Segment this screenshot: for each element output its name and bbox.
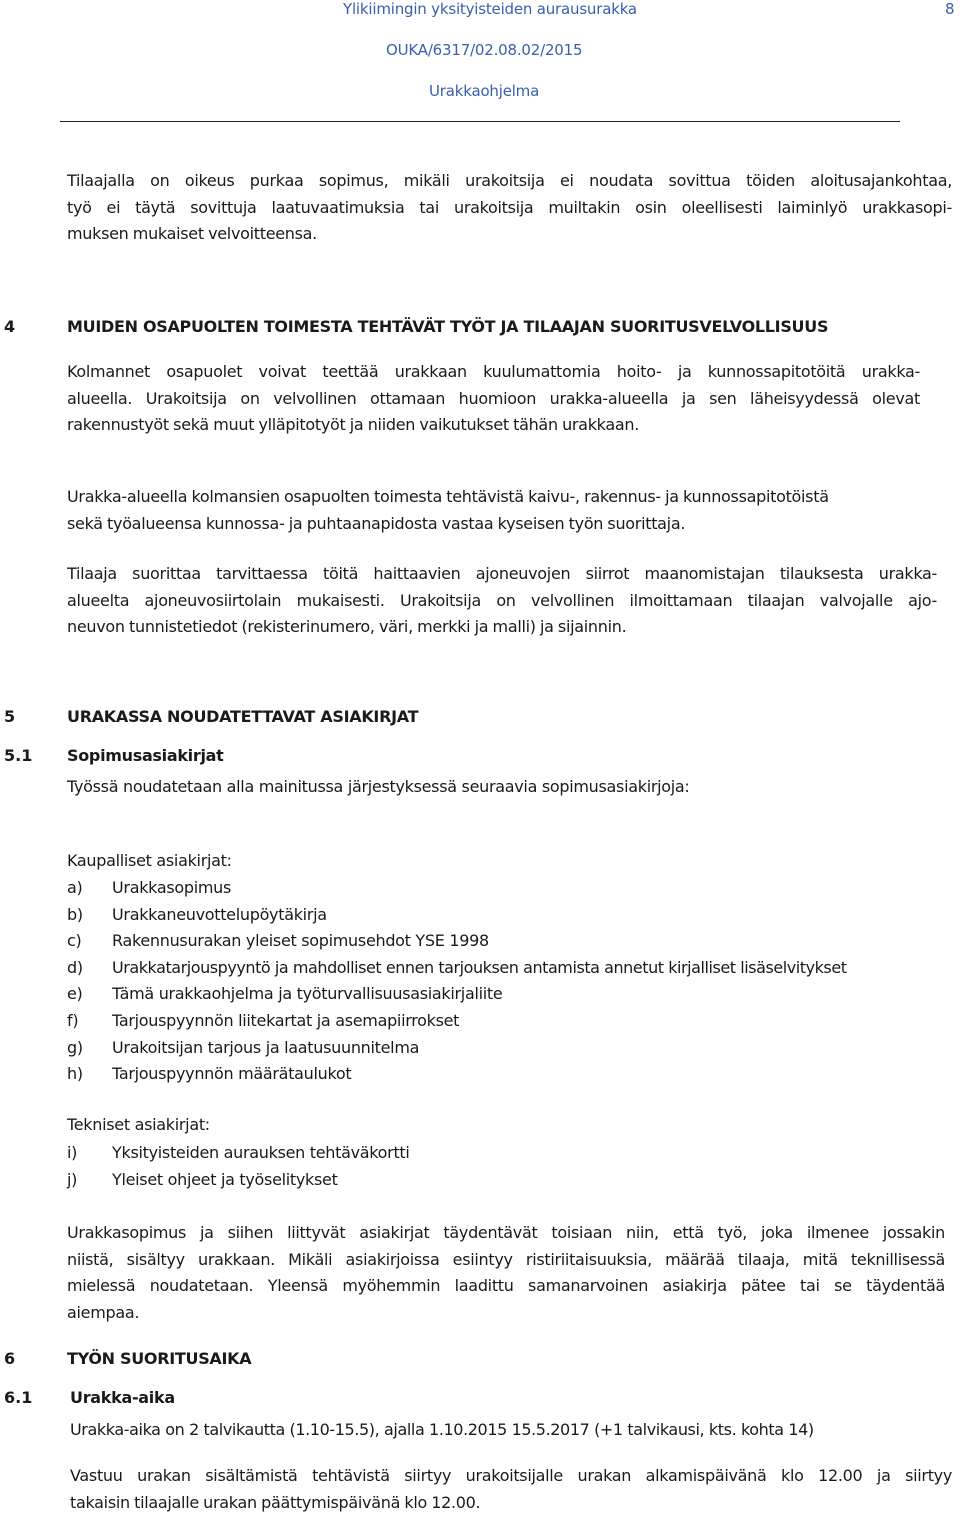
paragraph-line: takaisin tilaajalle urakan päättymispäivänä klo 12.00. <box>70 1492 481 1512</box>
header-document-name: Urakkaohjelma <box>429 82 540 100</box>
list-item-text: Tarjouspyynnön liitekartat ja asemapiirrokset <box>112 1010 460 1030</box>
section-6-1-title: Urakka-aika <box>70 1388 175 1407</box>
paragraph-line: Kolmannet osapuolet voivat teettää urakkaan kuulumattomia hoito- ja kunnossapitotöitä urakka- <box>67 362 920 381</box>
list-item <box>67 981 847 1008</box>
paragraph-line: rakennustyöt sekä muut ylläpitotyöt ja niiden vaikutukset tähän urakkaan. <box>67 415 639 435</box>
list-item-text: Urakkaneuvottelupöytäkirja <box>112 904 327 924</box>
paragraph-line: sekä työalueensa kunnossa- ja puhtaanapidosta vastaa kyseisen työn suorittaja. <box>67 513 686 533</box>
list-marker: j) <box>67 1169 78 1189</box>
paragraph-line: Urakkasopimus ja siihen liittyvät asiakirjat täydentävät toisiaan niin, että työ, joka ilmenee jossakin <box>67 1223 945 1242</box>
section-4-paragraph-2 <box>67 484 937 537</box>
list-item-text: Urakkatarjouspyyntö ja mahdolliset ennen tarjouksen antamista annetut kirjalliset lisäselvitykset <box>112 957 847 977</box>
list-item <box>67 955 847 982</box>
commercial-documents-label: Kaupalliset asiakirjat: <box>67 851 232 870</box>
list-marker: b) <box>67 904 83 924</box>
page-number: 8 <box>945 0 955 18</box>
list-marker: i) <box>67 1143 78 1162</box>
list-item <box>67 928 847 955</box>
section-5-intro: Työssä noudatetaan alla mainitussa järjestyksessä seuraavia sopimusasiakirjoja: <box>67 777 690 796</box>
technical-documents-label: Tekniset asiakirjat: <box>67 1115 210 1134</box>
list-item-text: Tarjouspyynnön määrätaulukot <box>112 1064 352 1084</box>
section-6-1-paragraph-2 <box>70 1463 952 1516</box>
list-marker: e) <box>67 984 83 1004</box>
section-4-paragraph-1 <box>67 359 920 439</box>
section-4-title: MUIDEN OSAPUOLTEN TOIMESTA TEHTÄVÄT TYÖT JA TILAAJAN SUORITUSVELVOLLISUUS <box>67 317 829 336</box>
paragraph-line: aiempaa. <box>67 1302 140 1322</box>
list-item-text: Urakoitsijan tarjous ja laatusuunnitelma <box>112 1037 420 1057</box>
intro-line: Tilaajalla on oikeus purkaa sopimus, mikäli urakoitsija ei noudata sovittua töiden aloitusajankohtaa, <box>67 171 952 190</box>
paragraph-line: Tilaaja suorittaa tarvittaessa töitä haittaavien ajoneuvojen siirrot maanomistajan tilauksesta urakka- <box>67 564 937 583</box>
section-5-closing-paragraph <box>67 1220 945 1326</box>
paragraph-line: alueelta ajoneuvosiirtolain mukaisesti. Urakoitsija on velvollinen ilmoittamaan tilaajan valvojalle ajo- <box>67 590 937 610</box>
section-6-number: 6 <box>4 1349 16 1368</box>
list-item-text: Yleiset ohjeet ja työselitykset <box>112 1169 338 1189</box>
section-6-1-paragraph-1: Urakka-aika on 2 talvikautta (1.10-15.5), ajalla 1.10.2015 15.5.2017 (+1 talvikausi, kts. kohta 14) <box>70 1420 814 1439</box>
paragraph-line: niistä, sisältyy urakkaan. Mikäli asiakirjoissa esiintyy ristiriitaisuuksia, määrää tilaaja, mitä teknillisessä <box>67 1249 945 1269</box>
intro-line: työ ei täytä sovittuja laatuvaatimuksia tai urakoitsija muiltakin osin oleellisesti laiminlyö urakkasopi- <box>67 197 952 217</box>
list-marker: h) <box>67 1064 83 1084</box>
list-item-text: Urakkasopimus <box>112 878 232 897</box>
list-item <box>67 1035 847 1062</box>
technical-documents-list <box>67 1140 410 1193</box>
section-5-1-number: 5.1 <box>4 746 33 765</box>
list-item <box>67 1061 847 1088</box>
paragraph-line: Urakka-alueella kolmansien osapuolten toimesta tehtävistä kaivu-, rakennus- ja kunnossapitotöistä <box>67 487 829 506</box>
list-item-text: Yksityisteiden aurauksen tehtäväkortti <box>112 1143 410 1162</box>
list-marker: g) <box>67 1037 83 1057</box>
header-title: Ylikiimingin yksityisteiden aurausurakka <box>343 0 637 18</box>
header-rule <box>60 121 900 122</box>
intro-line: muksen mukaiset velvoitteensa. <box>67 224 317 244</box>
section-6-title: TYÖN SUORITUSAIKA <box>67 1349 252 1368</box>
section-5-1-title: Sopimusasiakirjat <box>67 746 224 765</box>
list-item <box>67 1140 410 1167</box>
list-item <box>67 1167 410 1194</box>
section-5-title: URAKASSA NOUDATETTAVAT ASIAKIRJAT <box>67 707 419 726</box>
paragraph-line: alueella. Urakoitsija on velvollinen ottamaan huomioon urakka-alueella ja sen läheisyydessä olevat <box>67 388 920 408</box>
section-6-1-number: 6.1 <box>4 1388 33 1407</box>
commercial-documents-list <box>67 875 847 1088</box>
intro-paragraph <box>67 168 952 248</box>
section-5-number: 5 <box>4 707 16 726</box>
list-item <box>67 902 847 929</box>
paragraph-line: mielessä noudatetaan. Yleensä myöhemmin laadittu samanarvoinen asiakirja pätee tai se täydentää <box>67 1276 945 1296</box>
section-4-number: 4 <box>4 317 16 336</box>
list-marker: d) <box>67 957 83 977</box>
paragraph-line: neuvon tunnistetiedot (rekisterinumero, väri, merkki ja malli) ja sijainnin. <box>67 617 627 637</box>
list-item <box>67 875 847 902</box>
list-item-text: Tämä urakkaohjelma ja työturvallisuusasiakirjaliite <box>112 984 503 1004</box>
list-marker: a) <box>67 878 83 897</box>
list-marker: c) <box>67 931 82 951</box>
list-marker: f) <box>67 1010 79 1030</box>
header-reference: OUKA/6317/02.08.02/2015 <box>386 41 583 59</box>
paragraph-line: Vastuu urakan sisältämistä tehtävistä siirtyy urakoitsijalle urakan alkamispäivänä klo 12.00 ja siirtyy <box>70 1466 952 1485</box>
section-4-paragraph-3 <box>67 561 937 641</box>
list-item <box>67 1008 847 1035</box>
list-item-text: Rakennusurakan yleiset sopimusehdot YSE 1998 <box>112 931 489 951</box>
